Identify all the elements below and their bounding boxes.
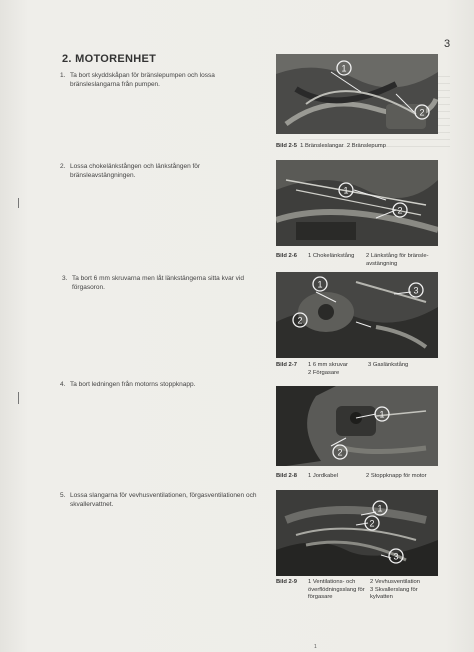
step-number: 1.: [60, 72, 66, 79]
caption-item: 1 Ventilations- och överflödningsslang för förgasare: [308, 579, 365, 600]
figure-photo: [276, 54, 438, 134]
step-number: 2.: [60, 163, 66, 170]
callout-2: 2: [419, 107, 425, 118]
caption-item: 3 Skvallerslang för kylvatten: [370, 586, 418, 600]
instruction-step: [60, 72, 260, 89]
caption-item: 3 Gaslänkstång: [368, 362, 409, 368]
figure-label: Bild 2-7: [276, 362, 297, 368]
binder-mark: [18, 198, 19, 208]
figure-label: Bild 2-8: [276, 473, 297, 479]
callout-3: 3: [393, 551, 399, 562]
instruction-step: [60, 163, 260, 180]
figure-caption: [276, 362, 446, 377]
caption-item: 2 Vevhusventilation: [370, 579, 420, 585]
callout-2: 2: [337, 447, 343, 458]
figure-label: Bild 2-6: [276, 253, 297, 259]
figure-photo: [276, 160, 438, 246]
figure-photo: [276, 490, 438, 576]
instruction-step: [62, 275, 262, 292]
step-text: Ta bort ledningen från motorns stoppknapp.: [70, 381, 196, 388]
figure-caption: [276, 579, 446, 602]
caption-item: 2 Bränslepump: [346, 143, 386, 149]
callout-3: 3: [413, 285, 419, 296]
callout-2: 2: [297, 315, 303, 326]
step-number: 4.: [60, 381, 66, 388]
caption-item: 1 Jordkabel: [308, 473, 338, 479]
instruction-step: [60, 492, 260, 509]
caption-item: 1 Chokelänkstång: [308, 253, 355, 259]
caption-item: 2 Stoppknapp för motor: [366, 473, 427, 479]
binder-mark: [18, 392, 19, 404]
instruction-step: [60, 381, 260, 390]
figure-photo: [276, 272, 438, 358]
caption-item: 1 6 mm skruvar: [308, 362, 348, 368]
caption-item: 2 Förgasare: [308, 369, 340, 376]
step-text: Ta bort 6 mm skruvarna men låt länkstängerna sitta kvar vid förgasoron.: [72, 275, 244, 291]
step-number: 3.: [62, 275, 68, 282]
figure-caption: [276, 253, 446, 268]
footer-mark: 1: [314, 644, 317, 650]
callout-1: 1: [341, 63, 347, 74]
figure-label: Bild 2-9: [276, 579, 297, 585]
callout-1: 1: [317, 279, 323, 290]
step-text: Ta bort skyddskåpan för bränslepumpen och lossa bränsleslangarna från pumpen.: [70, 72, 215, 88]
caption-item: 2 Länkstång för bränsle-avstängning: [366, 253, 429, 267]
callout-2: 2: [369, 518, 375, 529]
page-number: 3: [444, 38, 451, 50]
callout-1: 1: [379, 409, 385, 420]
section-title: 2. MOTORENHET: [62, 53, 157, 65]
callout-1: 1: [343, 185, 349, 196]
callout-1: 1: [377, 503, 383, 514]
step-text: Lossa chokelänkstången och länkstången för bränsleavstängningen.: [70, 163, 201, 179]
caption-item: 1 Bränsleslangar: [300, 143, 344, 149]
figure-caption: [276, 143, 446, 151]
callout-2: 2: [397, 205, 403, 216]
step-number: 5.: [60, 492, 66, 499]
step-text: Lossa slangarna för vevhusventilationen, förgasventilationen och skvallervattnet.: [70, 492, 257, 508]
figure-caption: [276, 473, 446, 481]
figure-label: Bild 2-5: [276, 143, 297, 149]
figure-photo: [276, 386, 438, 466]
